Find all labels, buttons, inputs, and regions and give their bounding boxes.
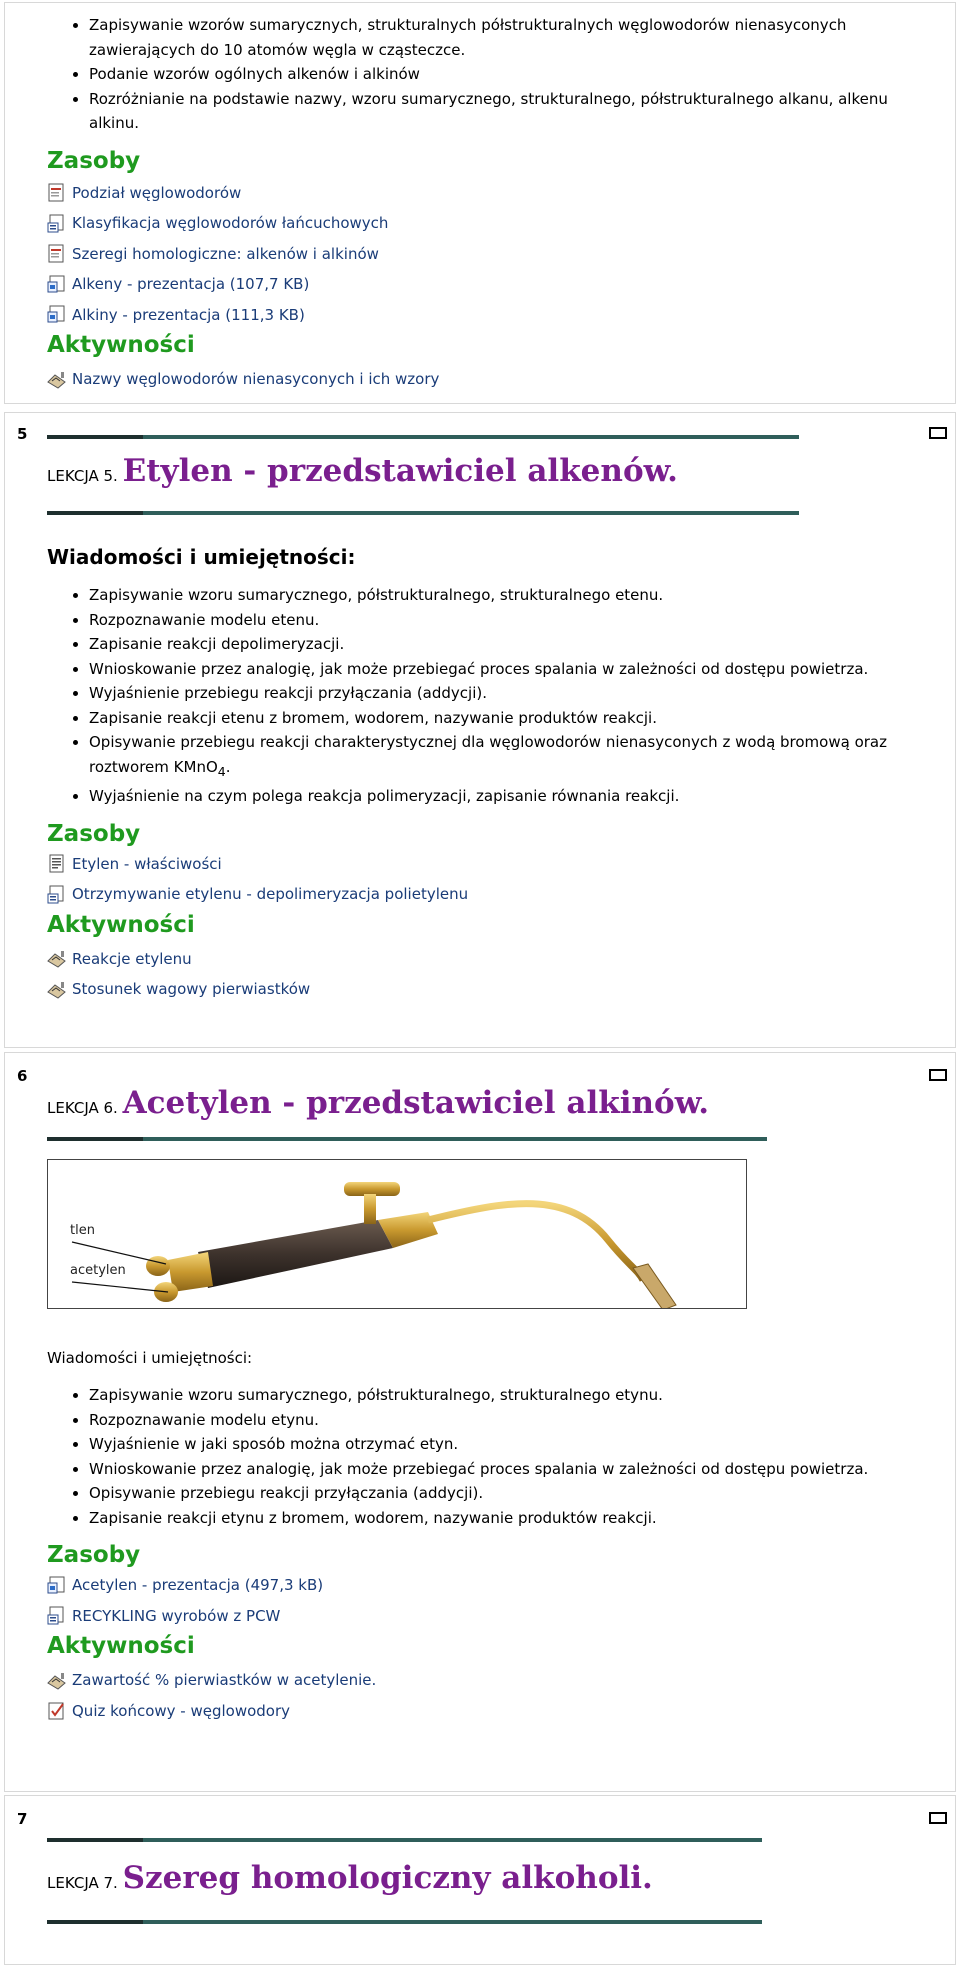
pdf-icon bbox=[47, 244, 66, 263]
presentation-icon bbox=[47, 305, 66, 324]
zasoby-heading: Zasoby bbox=[47, 147, 141, 174]
resource-link[interactable] bbox=[47, 879, 915, 910]
resource-link[interactable] bbox=[47, 1570, 915, 1601]
list-item: • Wnioskowanie przez analogię, jak może przebiegać proces spalania w zależności od dostępu powietrza. bbox=[89, 1457, 915, 1482]
lesson-title bbox=[47, 453, 915, 489]
skills-list bbox=[39, 13, 915, 136]
aktywnosci-heading: Aktywności bbox=[47, 332, 195, 358]
lesson-title bbox=[47, 1085, 915, 1121]
list-item: • Zapisanie reakcji depolimeryzacji. bbox=[89, 632, 915, 657]
skills-list bbox=[39, 583, 915, 809]
list-item: • Opisywanie przebiegu reakcji przyłączania (addycji). bbox=[89, 1481, 915, 1506]
tlen-label: tlen bbox=[70, 1223, 95, 1238]
page-icon bbox=[47, 854, 66, 873]
activity-label: Nazwy węglowodorów nienasyconych i ich wzory bbox=[72, 370, 440, 389]
resource-label: Etylen - właściwości bbox=[72, 854, 222, 873]
resource-link[interactable] bbox=[47, 849, 915, 880]
resource-label: Klasyfikacja węglowodorów łańcuchowych bbox=[72, 214, 389, 233]
resource-link[interactable] bbox=[47, 269, 915, 300]
activity-label: Quiz końcowy - węglowodory bbox=[72, 1701, 291, 1720]
section-4-content bbox=[47, 13, 915, 395]
presentation-icon bbox=[47, 1576, 66, 1595]
resource-label: Alkiny - prezentacja (111,3 KB) bbox=[72, 305, 305, 324]
hotpot-icon bbox=[47, 370, 66, 389]
section-checkbox[interactable] bbox=[929, 1069, 947, 1081]
resource-link[interactable] bbox=[47, 239, 915, 270]
list-item-text: Opisywanie przebiegu reakcji charakterystycznej dla węglowodorów nienasyconych z wodą bromową oraz roztworem KMnO bbox=[89, 733, 887, 776]
activity-label: Reakcje etylenu bbox=[72, 949, 192, 968]
activity-link[interactable] bbox=[47, 974, 915, 1005]
lesson-prefix: LEKCJA 7. bbox=[47, 1874, 118, 1892]
lesson-title bbox=[47, 1860, 915, 1896]
resource-link[interactable] bbox=[47, 300, 915, 331]
resource-label: Otrzymywanie etylenu - depolimeryzacja polietylenu bbox=[72, 885, 469, 904]
list-item: • Wyjaśnienie przebiegu reakcji przyłączania (addycji). bbox=[89, 681, 915, 706]
lesson-name: Szereg homologiczny alkoholi. bbox=[122, 1860, 653, 1896]
list-item bbox=[89, 730, 915, 784]
list-item: • Zapisywanie wzoru sumarycznego, półstrukturalnego, strukturalnego etynu. bbox=[89, 1383, 915, 1408]
skills-heading: Wiadomości i umiejętności: bbox=[47, 1349, 253, 1367]
resource-label: RECYKLING wyrobów z PCW bbox=[72, 1606, 281, 1625]
list-item: • Zapisanie reakcji etynu z bromem, wodorem, nazywanie produktów reakcji. bbox=[89, 1506, 915, 1531]
resource-label: Acetylen - prezentacja (497,3 kB) bbox=[72, 1576, 324, 1595]
list-item: • Zapisywanie wzorów sumarycznych, strukturalnych półstrukturalnych węglowodorów nienasyconych zawierających do 10 atomów węgla w cząsteczce. bbox=[89, 13, 915, 62]
section-6-content bbox=[47, 1085, 915, 1726]
section-5 bbox=[4, 412, 956, 1048]
section-6 bbox=[4, 1052, 956, 1792]
torch-illustration bbox=[48, 1160, 747, 1309]
skills-list bbox=[39, 1383, 915, 1530]
resources-list bbox=[47, 178, 915, 331]
divider bbox=[47, 435, 799, 439]
list-item: • Zapisanie reakcji etenu z bromem, wodorem, nazywanie produktów reakcji. bbox=[89, 706, 915, 731]
list-item: • Zapisywanie wzoru sumarycznego, półstrukturalnego, strukturalnego etenu. bbox=[89, 583, 915, 608]
divider bbox=[47, 1137, 767, 1141]
aktywnosci-heading: Aktywności bbox=[47, 911, 195, 938]
activity-link[interactable] bbox=[47, 364, 915, 395]
document-icon bbox=[47, 885, 66, 904]
lesson-name: Etylen - przedstawiciel alkenów. bbox=[122, 453, 678, 489]
resource-label: Alkeny - prezentacja (107,7 KB) bbox=[72, 275, 310, 294]
activity-link[interactable] bbox=[47, 1696, 915, 1727]
list-item: • Wnioskowanie przez analogię, jak może przebiegać proces spalania w zależności od dostępu powietrza. bbox=[89, 657, 915, 682]
lesson-prefix: LEKCJA 6. bbox=[47, 1099, 118, 1117]
resource-label: Szeregi homologiczne: alkenów i alkinów bbox=[72, 244, 379, 263]
list-item: • Wyjaśnienie na czym polega reakcja polimeryzacji, zapisanie równania reakcji. bbox=[89, 784, 915, 809]
section-number: 6 bbox=[17, 1067, 28, 1085]
divider bbox=[47, 1920, 762, 1924]
activity-label: Zawartość % pierwiastków w acetylenie. bbox=[72, 1671, 377, 1690]
section-5-content bbox=[47, 435, 915, 1005]
resource-label: Podział węglowodorów bbox=[72, 183, 242, 202]
section-checkbox[interactable] bbox=[929, 427, 947, 439]
list-item-text: . bbox=[225, 757, 231, 776]
divider bbox=[47, 1838, 762, 1842]
section-7 bbox=[4, 1795, 956, 1965]
aktywnosci-heading: Aktywności bbox=[47, 1633, 195, 1659]
list-item: • Rozpoznawanie modelu etenu. bbox=[89, 608, 915, 633]
lesson-prefix: LEKCJA 5. bbox=[47, 467, 118, 485]
section-7-content bbox=[47, 1838, 915, 1924]
welding-torch-photo bbox=[47, 1159, 747, 1309]
activity-link[interactable] bbox=[47, 1665, 915, 1696]
zasoby-heading: Zasoby bbox=[47, 820, 141, 847]
activity-link[interactable] bbox=[47, 944, 915, 975]
section-checkbox[interactable] bbox=[929, 1812, 947, 1824]
activity-label: Stosunek wagowy pierwiastków bbox=[72, 980, 311, 999]
document-icon bbox=[47, 1606, 66, 1625]
pdf-icon bbox=[47, 183, 66, 202]
resource-link[interactable] bbox=[47, 178, 915, 209]
resource-link[interactable] bbox=[47, 1601, 915, 1632]
zasoby-heading: Zasoby bbox=[47, 1542, 141, 1568]
subscript: 4 bbox=[217, 763, 226, 779]
list-item: • Podanie wzorów ogólnych alkenów i alkinów bbox=[89, 62, 915, 87]
section-number: 5 bbox=[17, 425, 28, 443]
document-icon bbox=[47, 214, 66, 233]
hotpot-icon bbox=[47, 949, 66, 968]
list-item: • Rozpoznawanie modelu etynu. bbox=[89, 1408, 915, 1433]
lesson-name: Acetylen - przedstawiciel alkinów. bbox=[122, 1085, 710, 1121]
section-number: 7 bbox=[17, 1810, 28, 1828]
divider bbox=[47, 511, 799, 515]
hotpot-icon bbox=[47, 1671, 66, 1690]
hotpot-icon bbox=[47, 980, 66, 999]
resource-link[interactable] bbox=[47, 208, 915, 239]
acetylen-label: acetylen bbox=[70, 1263, 126, 1278]
skills-heading: Wiadomości i umiejętności: bbox=[47, 545, 356, 569]
presentation-icon bbox=[47, 275, 66, 294]
list-item: • Wyjaśnienie w jaki sposób można otrzymać etyn. bbox=[89, 1432, 915, 1457]
quiz-icon bbox=[47, 1701, 66, 1720]
section-4-continued bbox=[4, 2, 956, 404]
list-item: • Rozróżnianie na podstawie nazwy, wzoru sumarycznego, strukturalnego, półstrukturalnego alkanu, alkenu alkinu. bbox=[89, 87, 915, 136]
